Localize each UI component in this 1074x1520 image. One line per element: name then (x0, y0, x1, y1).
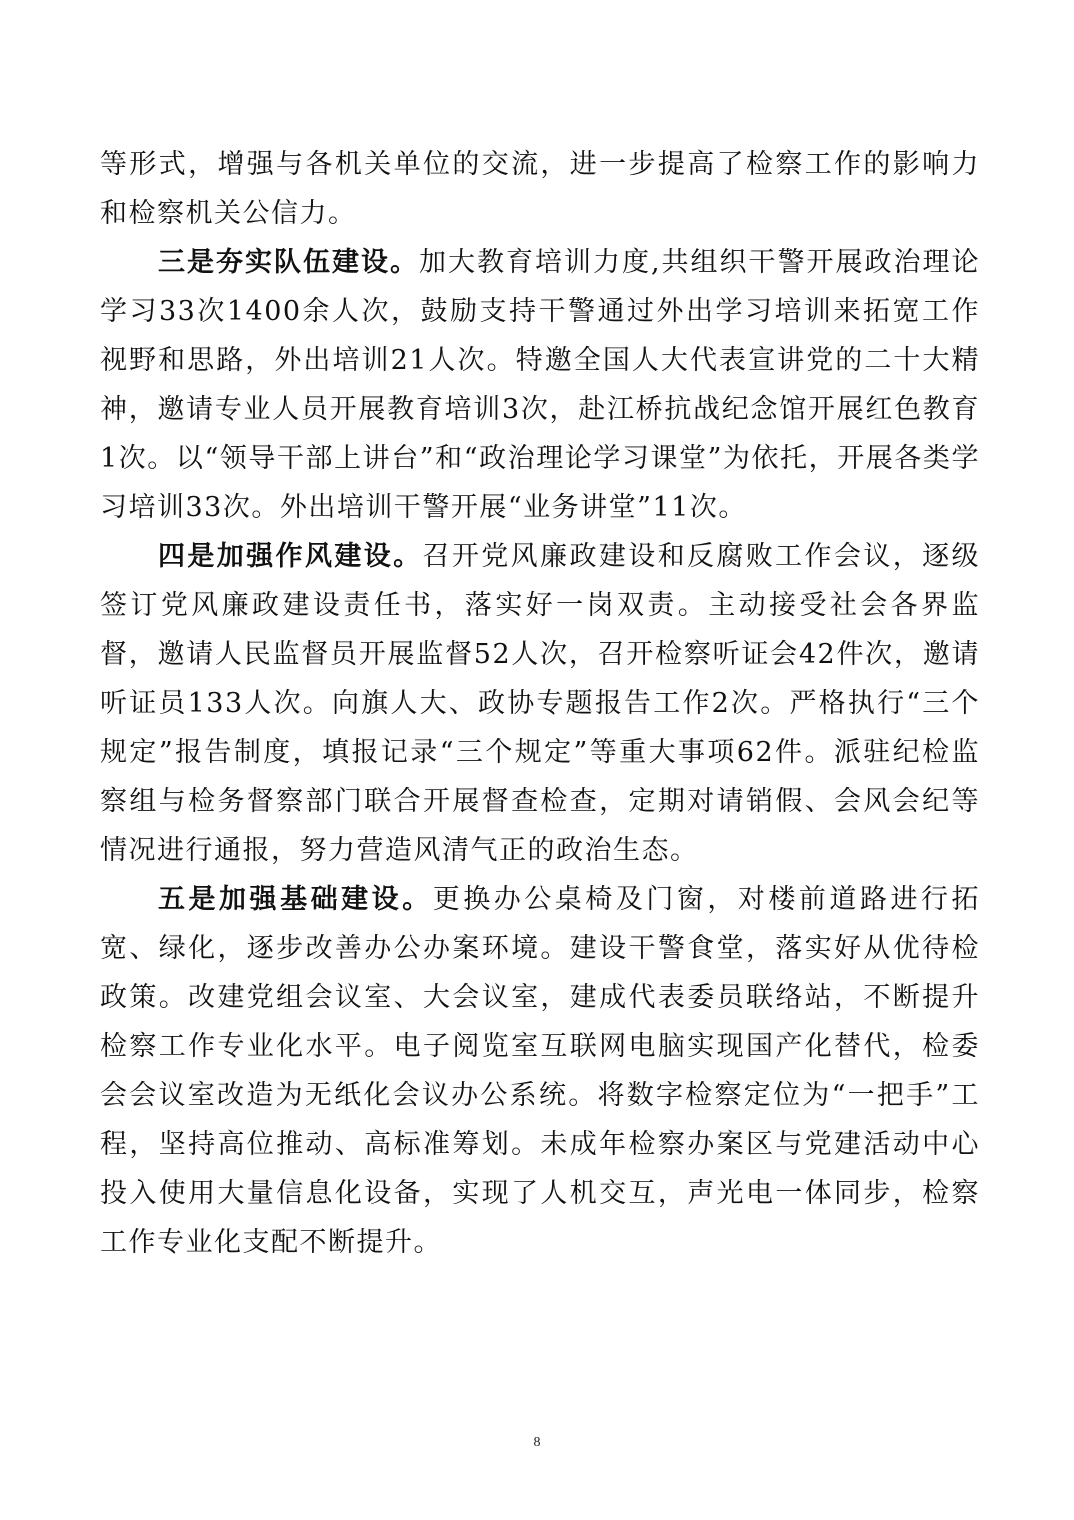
paragraph-infrastructure (100, 875, 980, 1267)
paragraph-text: 等形式，增强与各机关单位的交流，进一步提高了检察工作的影响力和检察机关公信力。 (100, 149, 980, 229)
paragraph-lead: 四是加强作风建设。 (158, 541, 423, 572)
page-number: 8 (533, 1435, 541, 1450)
document-body (100, 140, 980, 1267)
paragraph-text: 召开党风廉政建设和反腐败工作会议，逐级签订党风廉政建设责任书，落实好一岗双责。主动接受社会各界监督，邀请人民监督员开展监督52人次，召开检察听证会42件次，邀请听证员133人次。向旗人大、政协专题报告工作2次。严格执行“三个规定”报告制度，填报记录“三个规定”等重大事项62件。派驻纪检监察组与检务督察部门联合开展督查检查，定期对请销假、会风会纪等情况进行通报，努力营造风清气正的政治生态。 (100, 541, 980, 866)
paragraph-continuation (100, 140, 980, 238)
paragraph-team-building (100, 238, 980, 532)
paragraph-work-style (100, 532, 980, 875)
paragraph-lead: 五是加强基础建设。 (158, 884, 433, 915)
paragraph-text: 更换办公桌椅及门窗，对楼前道路进行拓宽、绿化，逐步改善办公办案环境。建设干警食堂，落实好从优待检政策。改建党组会议室、大会议室，建成代表委员联络站，不断提升检察工作专业化水平。电子阅览室互联网电脑实现国产化替代，检委会会议室改造为无纸化会议办公系统。将数字检察定位为“一把手”工程，坚持高位推动、高标准筹划。未成年检察办案区与党建活动中心投入使用大量信息化设备，实现了人机交互，声光电一体同步，检察工作专业化支配不断提升。 (100, 884, 981, 1258)
paragraph-text: 加大教育培训力度,共组织干警开展政治理论学习33次1400余人次，鼓励支持干警通过外出学习培训来拓宽工作视野和思路，外出培训21人次。特邀全国人大代表宣讲党的二十大精神，邀请专业人员开展教育培训3次，赴江桥抗战纪念馆开展红色教育1次。以“领导干部上讲台”和“政治理论学习课堂”为依托，开展各类学习培训33次。外出培训干警开展“业务讲堂”11次。 (100, 247, 981, 523)
paragraph-lead: 三是夯实队伍建设。 (158, 247, 419, 278)
